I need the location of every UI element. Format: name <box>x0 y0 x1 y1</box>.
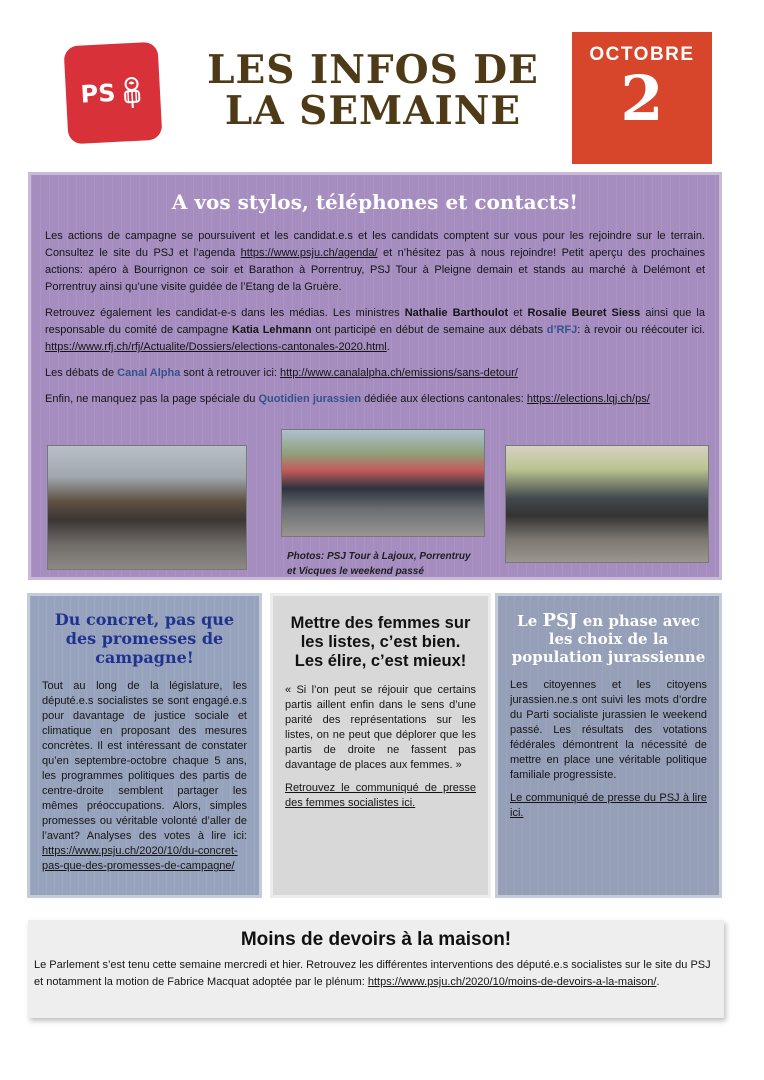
psj-heading: Le PSJ en phase avec les choix de la population jurassienne <box>511 610 706 666</box>
photo-caption: Photos: PSJ Tour à Lajoux, Porrentruy et Vicques le weekend passé <box>287 551 471 577</box>
logo-text: PS <box>79 78 117 109</box>
campaign-heading: A vos stylos, téléphones et contacts! <box>171 190 579 214</box>
quotidien-link[interactable]: https://elections.lqj.ch/ps/ <box>526 393 650 405</box>
ps-logo <box>63 42 162 145</box>
concrete-heading: Du concret, pas que des promesses de campagne! <box>54 610 235 667</box>
women-press-link[interactable]: Retrouvez le communiqué de presse des femmes socialistes ici. <box>285 782 476 809</box>
date-day: 2 <box>620 62 664 135</box>
rfj-link[interactable]: https://www.rfj.ch/rfj/Actualite/Dossiers/elections-cantonales-2020.html <box>45 341 387 353</box>
title-line-2: LA SEMAINE <box>224 88 522 134</box>
campaign-paragraph-2: Retrouvez également les candidat-e-s dans les médias. Les ministres Nathalie Barthoulot et Rosalie Beuret Siess ainsi que la responsable du comité de campagne Katia Lehmann ont participé en début de semaine aux débats d’RFJ: à revoir ou réécouter ici. https://www.rfj.ch/rfj/Actualite/Dossiers/elections-cantonales-2020.html. <box>45 307 705 353</box>
homework-link[interactable]: https://www.psju.ch/2020/10/moins-de-devoirs-a-la-maison/ <box>367 976 657 988</box>
women-column <box>270 593 491 898</box>
rfj-label: d’RFJ <box>546 324 578 336</box>
canal-alpha-label: Canal Alpha <box>117 367 181 379</box>
photo-porrentruy <box>281 429 485 537</box>
minister-name-2: Rosalie Beuret Siess <box>527 307 641 319</box>
homework-heading: Moins de devoirs à la maison! <box>240 929 512 950</box>
campaign-paragraph-1: Les actions de campagne se poursuivent et les candidat.e.s et les candidats comptent sur vous pour les rejoindre sur le terrain. Consultez le site du PSJ et l’agenda https://www.psju.ch/agenda/ et n’hésitez pas à nous rejoindre! Petit aperçu des prochaines actions: apéro à Bourrignon ce soir et Barathon à Porrentruy, PSJ Tour à Pleigne demain et stands au marché à Delémont et Porrentruy ainsi qu’une visite guidée de l’Etang de la Gruère. <box>45 230 705 293</box>
title-line-1: LES INFOS DE <box>207 47 539 93</box>
women-quote: « Si l’on peut se réjouir que certains partis aillent enfin dans le sens d’une parité des représentations sur les listes, on ne peut que déplorer que les partis de droite ne fassent pas davantage de places aux femmes. » <box>285 684 476 771</box>
concrete-column <box>27 593 262 898</box>
homework-text: Le Parlement s’est tenu cette semaine mercredi et hier. Retrouvez les différentes interventions des député.e.s socialistes sur le site du PSJ et notamment la motion de Fabrice Macquat adoptée par le plénum: https://www.psju.ch/2020/10/moins-de-devoirs-a-la-maison/. <box>34 959 711 988</box>
agenda-link[interactable]: https://www.psju.ch/agenda/ <box>240 247 378 259</box>
campaign-section <box>28 172 722 580</box>
campaign-manager-name: Katia Lehmann <box>232 324 312 336</box>
campaign-paragraph-3: Les débats de Canal Alpha sont à retrouver ici: http://www.canalalpha.ch/emissions/sans-detour/ <box>45 367 518 379</box>
photo-vicques <box>505 445 709 563</box>
women-heading: Mettre des femmes sur les listes, c’est bien. Les élire, c’est mieux! <box>290 614 471 670</box>
date-month: OCTOBRE <box>589 44 695 65</box>
rose-fist-icon <box>119 74 147 109</box>
page-title <box>178 47 568 134</box>
psj-link-paragraph <box>510 791 707 821</box>
homework-section <box>28 920 724 1018</box>
women-link-paragraph <box>285 781 476 811</box>
minister-name-1: Nathalie Barthoulot <box>404 307 509 319</box>
psj-press-link[interactable]: Le communiqué de presse du PSJ à lire ici. <box>510 792 707 819</box>
date-badge <box>572 32 712 164</box>
campaign-paragraph-4: Enfin, ne manquez pas la page spéciale du Quotidien jurassien dédiée aux élections cantonales: https://elections.lqj.ch/ps/ <box>45 393 650 405</box>
psj-text: Les citoyennes et les citoyens jurassien.ne.s ont suivi les mots d’ordre du Parti socialiste jurassien le weekend passé. Les résultats des votations fédérales démontrent la nécessité de mettre en place une véritable politique familiale progressiste. <box>510 679 707 781</box>
photo-lajoux <box>47 445 247 570</box>
psj-column <box>495 593 722 898</box>
concrete-text: Tout au long de la législature, les député.e.s socialistes se sont engagé.e.s pour davantage de justice sociale et climatique en proposant des mesures concrètes. Il est intéressant de constater qu’en septembre-octobre chaque 5 ans, les programmes politiques des partis de centre-droite semblent partager les mêmes préoccupations. Alors, simples promesses ou véritable volonté d’aller de l’avant? Analyses des votes à lire ici: https://www.psju.ch/2020/10/du-concret-pas-que-des-promesses-de-campagne/ <box>42 680 247 872</box>
quotidien-label: Quotidien jurassien <box>258 393 362 405</box>
concrete-link[interactable]: https://www.psju.ch/2020/10/du-concret-pas-que-des-promesses-de-campagne/ <box>42 845 238 872</box>
canal-alpha-link[interactable]: http://www.canalalpha.ch/emissions/sans-detour/ <box>280 367 518 379</box>
